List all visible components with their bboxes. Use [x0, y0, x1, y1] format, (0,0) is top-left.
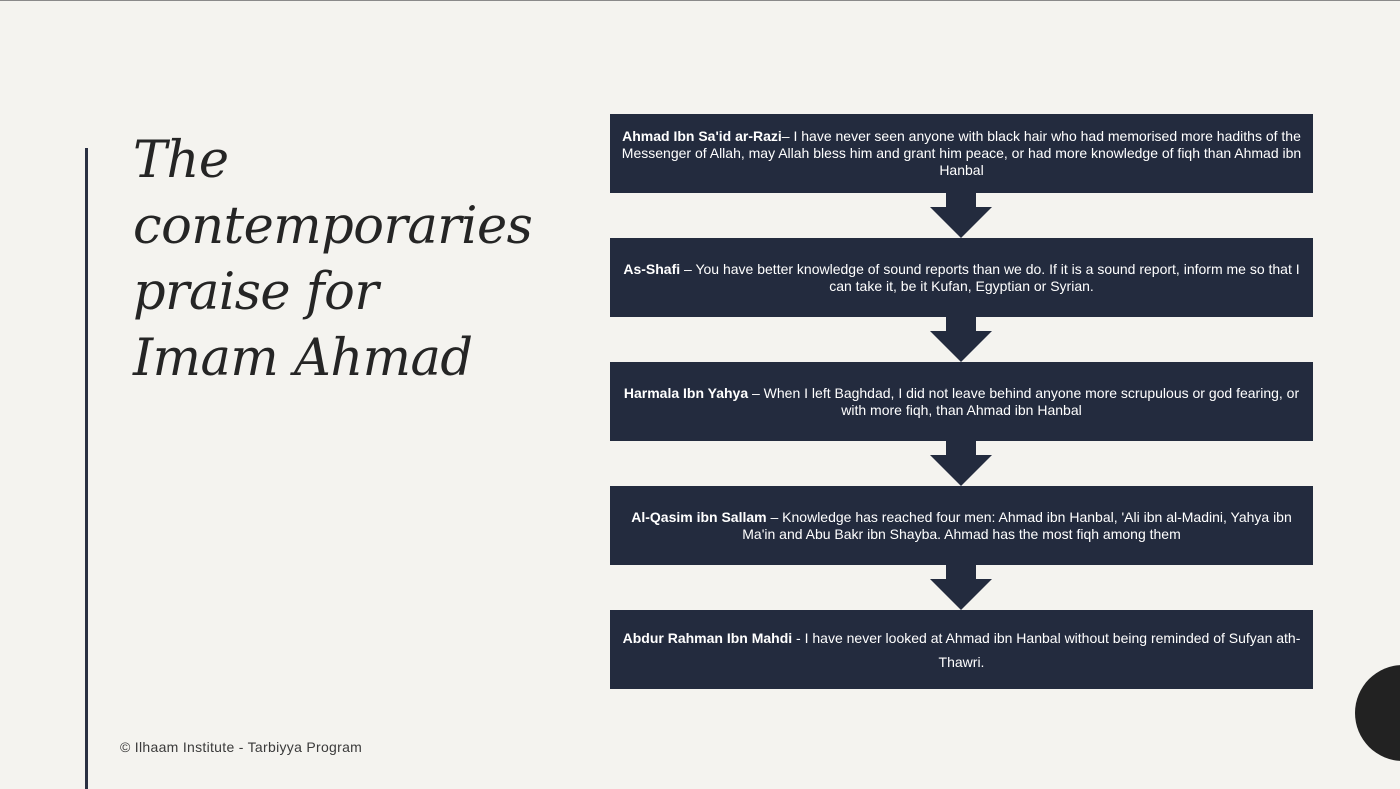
quote-text: – I have never seen anyone with black hair who had memorised more hadiths of the Messenger of Allah, may Allah bless him and grant him peace, or had more knowledge of fiqh than Ahmad ibn Hanbal: [621, 128, 1302, 178]
quote-author: Abdur Rahman Ibn Mahdi: [622, 629, 793, 646]
quote-text: – When I left Baghdad, I did not leave behind anyone more scrupulous or god fearing, or with more fiqh, than Ahmad ibn Hanbal: [748, 384, 1300, 418]
quote-author: As-Shafi: [623, 260, 681, 277]
quote-text: – You have better knowledge of sound reports than we do. If it is a sound report, inform me so that I can take it, be it Kufan, Egyptian or Syrian.: [680, 260, 1300, 294]
quote-box-qasim: [610, 486, 1313, 565]
circle-decoration: [1355, 665, 1400, 761]
top-border: [0, 0, 1400, 1]
down-arrow-icon: [930, 565, 992, 610]
quote-author: Harmala Ibn Yahya: [623, 384, 749, 401]
title-line: The: [133, 131, 229, 190]
down-arrow-icon: [930, 441, 992, 486]
accent-bar: [85, 148, 88, 789]
quote-text: – Knowledge has reached four men: Ahmad ibn Hanbal, 'Ali ibn al-Madini, Yahya ibn Ma'in and Abu Bakr ibn Shayba. Ahmad has the most fiqh among them: [742, 508, 1292, 542]
quote-author: Ahmad Ibn Sa'id ar-Razi: [622, 128, 782, 144]
down-arrow-icon: [930, 193, 992, 238]
title-line: Imam Ahmad: [133, 329, 473, 388]
slide-title: [133, 128, 553, 392]
quote-box-harmala: [610, 362, 1313, 441]
title-line: praise for: [133, 263, 379, 322]
quote-text: - I have never looked at Ahmad ibn Hanbal without being reminded of Sufyan ath-Thawri.: [792, 629, 1301, 670]
quote-author: Al-Qasim ibn Sallam: [631, 508, 767, 525]
footer-copyright: © Ilhaam Institute - Tarbiyya Program: [120, 739, 363, 755]
title-line: contemporaries: [133, 197, 533, 256]
quote-box-mahdi: [610, 610, 1313, 689]
down-arrow-icon: [930, 317, 992, 362]
quote-box-razi: [610, 114, 1313, 193]
quote-box-shafi: [610, 238, 1313, 317]
